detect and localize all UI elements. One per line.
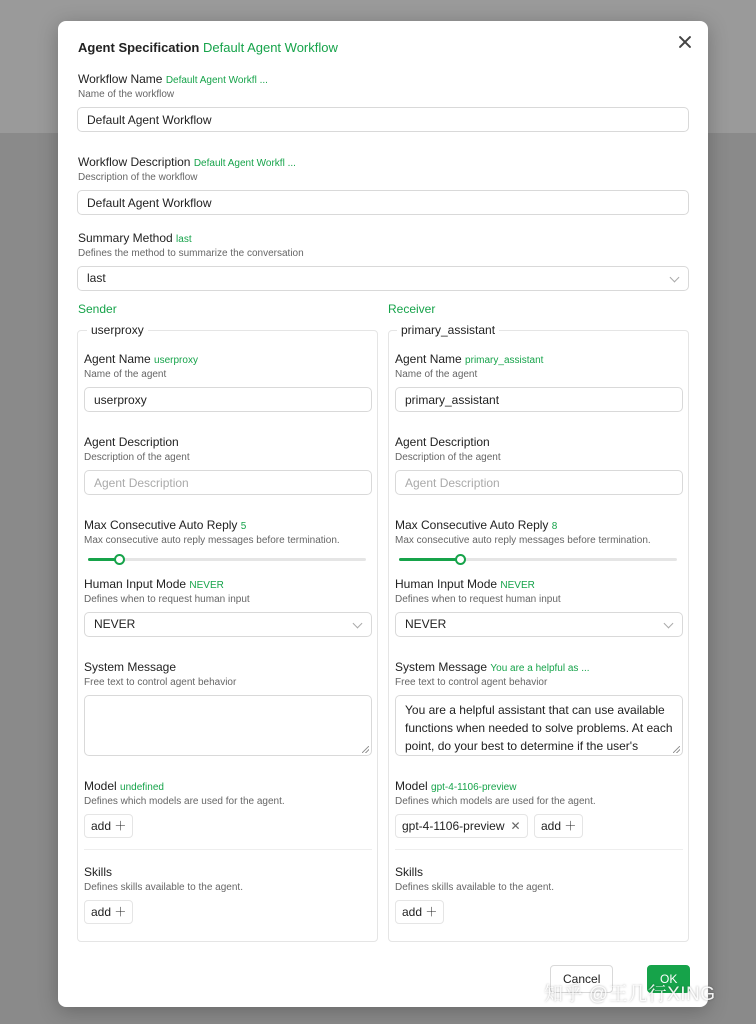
sender-divider (84, 849, 372, 850)
summary-method-label (78, 231, 304, 245)
sender-human-input-preview: NEVER (189, 580, 224, 591)
plus-icon: ＋ (111, 819, 127, 833)
summary-method-label-text: Summary Method (78, 231, 173, 245)
sender-system-message-input[interactable] (84, 695, 372, 756)
cancel-button[interactable]: Cancel (550, 965, 613, 993)
sender-skills-field (84, 865, 243, 893)
sender-slider-handle[interactable] (114, 554, 125, 565)
sender-skills-description: Defines skills available to the agent. (84, 882, 243, 893)
sender-human-input-select[interactable] (84, 612, 372, 637)
receiver-add-skill-button[interactable] (395, 900, 444, 924)
workflow-description-label (78, 155, 296, 169)
receiver-model-tag-label: gpt-4-1106-preview (402, 819, 505, 833)
summary-method-field (78, 231, 304, 259)
chevron-down-icon (664, 619, 674, 629)
workflow-name-label-text: Workflow Name (78, 72, 163, 86)
receiver-agent-description-description: Description of the agent (395, 452, 501, 463)
receiver-model-tag (395, 814, 528, 838)
receiver-system-message-label-text: System Message (395, 660, 488, 674)
sender-add-skill-label: add (91, 905, 112, 919)
sender-model-description: Defines which models are used for the agent. (84, 796, 285, 807)
receiver-agent-name-input[interactable] (395, 387, 683, 412)
receiver-max-reply-preview: 8 (551, 521, 558, 532)
summary-method-description: Defines the method to summarize the conversation (78, 248, 304, 259)
sender-model-label-text: Model (84, 779, 117, 793)
sender-human-input-label-text: Human Input Mode (84, 577, 187, 591)
receiver-max-reply-field (395, 518, 651, 546)
receiver-model-preview: gpt-4-1106-preview (431, 782, 517, 793)
receiver-add-model-label: add (541, 819, 562, 833)
workflow-description-label-text: Workflow Description (78, 155, 191, 169)
receiver-agent-name-description: Name of the agent (395, 369, 478, 380)
sender-max-reply-description: Max consecutive auto reply messages before termination. (84, 535, 340, 546)
receiver-agent-description-field (395, 435, 501, 463)
receiver-system-message-input[interactable] (395, 695, 683, 756)
receiver-divider (395, 849, 683, 850)
receiver-add-model-button[interactable] (534, 814, 583, 838)
modal-title-value: Default Agent Workflow (202, 40, 338, 55)
receiver-max-reply-slider[interactable] (399, 558, 677, 561)
receiver-agent-name-label (395, 352, 543, 366)
sender-agent-description-label: Agent Description (84, 435, 179, 449)
receiver-system-message-label (395, 660, 590, 674)
receiver-human-input-select[interactable] (395, 612, 683, 637)
sender-model-field (84, 779, 285, 807)
receiver-human-input-preview: NEVER (500, 580, 535, 591)
sender-agent-name-preview: userproxy (154, 355, 198, 366)
sender-agent-description-input[interactable] (84, 470, 372, 495)
plus-icon: ＋ (111, 905, 127, 919)
sender-skills-label: Skills (84, 865, 113, 879)
sender-system-message-label: System Message (84, 660, 177, 674)
receiver-human-input-label (395, 577, 561, 591)
receiver-human-input-value: NEVER (405, 617, 447, 631)
receiver-model-description: Defines which models are used for the agent. (395, 796, 596, 807)
sender-agent-name-field (84, 352, 198, 380)
summary-method-select[interactable] (77, 266, 689, 291)
sender-add-model-button[interactable] (84, 814, 133, 838)
sender-section-label: Sender (78, 302, 117, 316)
receiver-max-reply-description: Max consecutive auto reply messages before termination. (395, 535, 651, 546)
workflow-name-preview: Default Agent Workfl ... (165, 75, 268, 86)
sender-add-model-label: add (91, 819, 112, 833)
sender-max-reply-label-text: Max Consecutive Auto Reply (84, 518, 238, 532)
receiver-slider-fill (399, 558, 460, 561)
workflow-description-description: Description of the workflow (78, 172, 198, 183)
watermark: 知乎 @王几行XING (544, 984, 716, 1005)
receiver-system-message-description: Free text to control agent behavior (395, 677, 548, 688)
receiver-system-message-preview: You are a helpful as ... (490, 663, 590, 674)
plus-icon: ＋ (422, 905, 438, 919)
receiver-model-label (395, 779, 596, 793)
resize-grip-icon[interactable] (673, 746, 680, 753)
receiver-human-input-field (395, 577, 561, 605)
close-icon[interactable]: ✕ (510, 819, 521, 833)
workflow-name-field (78, 72, 268, 100)
receiver-agent-name-preview: primary_assistant (465, 355, 544, 366)
resize-grip-icon[interactable] (362, 746, 369, 753)
receiver-add-skill-label: add (402, 905, 423, 919)
sender-human-input-field (84, 577, 250, 605)
workflow-name-input[interactable] (77, 107, 689, 132)
summary-method-value: last (87, 271, 106, 285)
receiver-agent-name-label-text: Agent Name (395, 352, 462, 366)
receiver-skills-field (395, 865, 554, 893)
plus-icon: ＋ (561, 819, 577, 833)
ok-button[interactable]: OK (647, 965, 690, 993)
workflow-description-field (78, 155, 296, 183)
receiver-agent-description-input[interactable] (395, 470, 683, 495)
receiver-agent-description-label: Agent Description (395, 435, 490, 449)
chevron-down-icon (353, 619, 363, 629)
receiver-model-label-text: Model (395, 779, 428, 793)
workflow-name-description: Name of the workflow (78, 89, 175, 100)
sender-max-reply-field (84, 518, 340, 546)
sender-agent-name-label (84, 352, 198, 366)
sender-max-reply-slider[interactable] (88, 558, 366, 561)
sender-system-message-wrapper (84, 695, 372, 756)
workflow-name-label (78, 72, 268, 86)
sender-system-message-description: Free text to control agent behavior (84, 677, 237, 688)
sender-max-reply-preview: 5 (240, 521, 247, 532)
receiver-system-message-wrapper (395, 695, 683, 756)
agent-specification-modal (58, 21, 708, 1007)
receiver-skills-label: Skills (395, 865, 424, 879)
receiver-system-message-field (395, 660, 590, 688)
sender-legend: userproxy (87, 323, 148, 337)
workflow-description-input[interactable] (77, 190, 689, 215)
receiver-model-field (395, 779, 596, 807)
receiver-human-input-label-text: Human Input Mode (395, 577, 498, 591)
sender-model-preview: undefined (120, 782, 164, 793)
sender-model-label (84, 779, 285, 793)
receiver-max-reply-label (395, 518, 651, 532)
modal-title (78, 40, 338, 55)
receiver-legend: primary_assistant (397, 323, 499, 337)
sender-agent-description-field (84, 435, 190, 463)
receiver-section-label: Receiver (388, 302, 436, 316)
receiver-skills-description: Defines skills available to the agent. (395, 882, 554, 893)
sender-human-input-label (84, 577, 250, 591)
summary-method-preview: last (176, 234, 192, 245)
sender-agent-name-input[interactable] (84, 387, 372, 412)
sender-agent-name-label-text: Agent Name (84, 352, 151, 366)
sender-human-input-description: Defines when to request human input (84, 594, 250, 605)
receiver-human-input-description: Defines when to request human input (395, 594, 561, 605)
sender-add-skill-button[interactable] (84, 900, 133, 924)
receiver-max-reply-label-text: Max Consecutive Auto Reply (395, 518, 549, 532)
workflow-description-preview: Default Agent Workfl ... (193, 158, 296, 169)
sender-agent-description-description: Description of the agent (84, 452, 190, 463)
close-icon[interactable] (678, 35, 692, 49)
chevron-down-icon (670, 273, 680, 283)
sender-agent-name-description: Name of the agent (84, 369, 167, 380)
modal-title-text: Agent Specification (78, 40, 200, 55)
sender-system-message-field (84, 660, 236, 688)
receiver-agent-name-field (395, 352, 543, 380)
sender-max-reply-label (84, 518, 340, 532)
sender-human-input-value: NEVER (94, 617, 136, 631)
